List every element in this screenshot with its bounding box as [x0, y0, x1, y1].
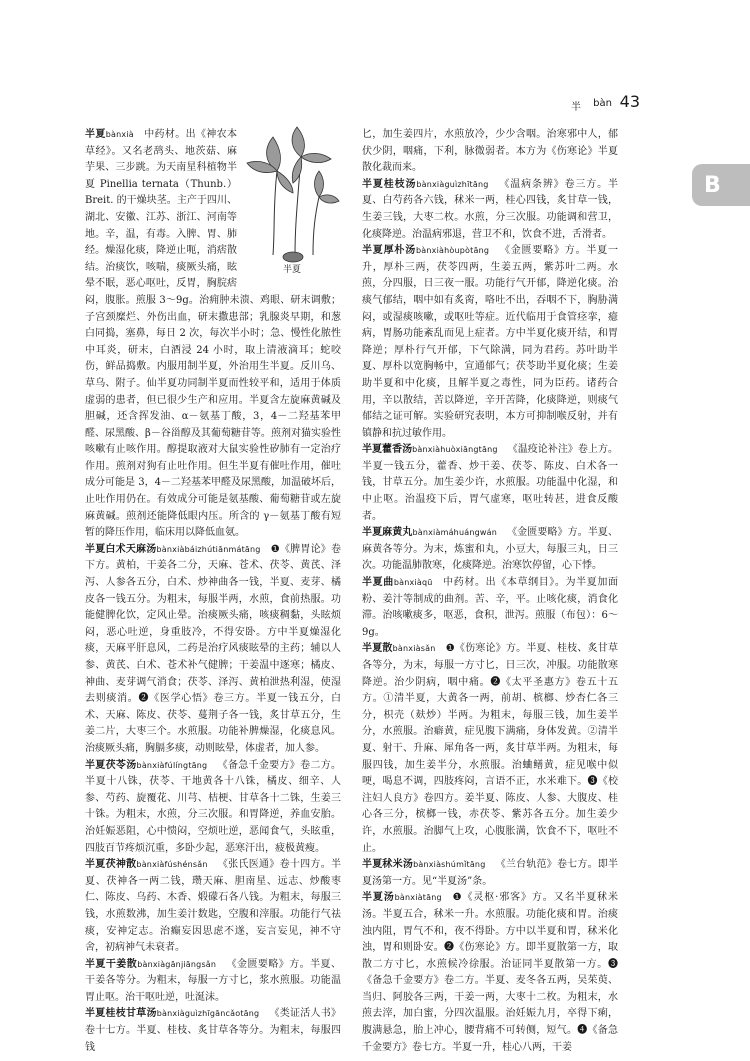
- entry-headword: 半夏茯苓汤: [85, 759, 137, 771]
- entry-text: ❶《灵枢·邪客》方。又名半夏秫米汤。半夏五合，秫米一升。水煎服。功能化痰和胃。治痰浊内阻，胃气不和，夜不得卧。方中以半夏和胃，秫米化浊，胃和则卧安。❷《伤寒论》方。即半夏散第一方，取散二方寸匕，水煎候冷徐服。治证同半夏散第一方。❸《备急千金要方》卷二方。半夏、麦冬各五两，吴茱萸、当归、阿胶各三两，干姜一两，大枣十二枚。为粗末，水煎去滓，加白蜜，分四次温服。治妊娠九月，卒得下痢，腹满悬急，胎上冲心，腰背痛不可转侧，短气。❹《备急千金要方》卷七方。半夏一升，桂心八两，干姜: [362, 892, 619, 1053]
- dictionary-entry: [362, 127, 618, 177]
- entry-headword: 半夏干姜散: [85, 958, 138, 970]
- entry-headword: 半夏桂枝甘草汤: [85, 1008, 157, 1020]
- entry-pinyin: bànxiàbáizhútiānmátāng: [156, 544, 261, 554]
- entry-pinyin: bànxiàqū: [393, 578, 433, 588]
- entry-pinyin: bànxiàfúshénsǎn: [136, 860, 208, 870]
- entry-headword: 半夏秫米汤: [362, 859, 414, 871]
- entry-pinyin: bànxiàhuòxiāngtāng: [412, 445, 498, 455]
- entry-text: 《温病条辨》卷三方。半夏、白芍药各六钱，秫米一两，桂心四钱，炙甘草一钱，生姜三钱，大枣二枚。水煎，分三次服。功能调和营卫，化痰降逆。治温病邪退，营卫不和，饮食不进，舌滑者。: [362, 178, 619, 240]
- entry-text: 《金匮要略》方。半夏、麻黄各等分。为末，炼蜜和丸，小豆大，每服三丸，日三次。功能温肺散寒，化痰降逆。治寒饮停留，心下悸。: [362, 527, 619, 572]
- right-column: [362, 127, 619, 1053]
- entry-text: 匕，加生姜四片，水煎放冷，少少含咽。治寒邪中人，郁伏少阴，咽痛，下利，脉微弱者。本方为《伤寒论》半夏散化裁而来。: [362, 129, 618, 174]
- page-number: 43: [619, 92, 640, 111]
- entry-text: 《张氏医通》卷十四方。半夏、茯神各一两二钱，瓒天麻、胆南星、远志、炒酸枣仁、陈皮、乌药、木香、煅礞石各八钱。为粗末，每服三钱，水煎数沸，加生姜汁数匙，空腹和滓服。功能行气祛痰，安神定志。治癫妄因思虑不遂，妄言妄见，神不守舍，初病神气未衰者。: [85, 859, 342, 954]
- entry-headword: 半夏麻黄丸: [362, 527, 413, 539]
- left-column: [85, 127, 342, 1053]
- entry-headword: 半夏厚朴汤: [362, 245, 417, 257]
- figure-caption: 半夏: [282, 265, 301, 275]
- entry-pinyin: bànxiàmáhuángwán: [412, 528, 497, 538]
- entry-text: 《兰台轨范》卷七方。即半夏汤第一方。见“半夏汤”条。: [362, 859, 619, 887]
- dictionary-entry: [362, 857, 618, 890]
- entry-pinyin: bànxiàhòupòtāng: [416, 246, 490, 256]
- entry-headword: 半夏茯神散: [85, 859, 137, 871]
- dictionary-entry: [85, 1006, 341, 1056]
- entry-pinyin: bànxiàguìzhītāng: [416, 179, 489, 189]
- entry-text: 《温疫论补注》卷上方。半夏一钱五分，藿香、炒干姜、茯苓、陈皮、白术各一钱，甘草五分。加生姜少许，水煎服。功能温中化湿，和中止呕。治温疫下后，胃气虚寒，呕吐转甚，进食反酸者。: [362, 444, 618, 522]
- entry-text: 《备急千金要方》卷二方。半夏十八铢，茯苓、干地黄各十八铢，橘皮、细辛、人参、芍药、旋覆花、川芎、桔梗、甘草各十二铢，生姜三十铢。为粗末，水煎，分三次服。和胃降逆，养血安胎。治妊娠恶阻，心中愦闷，空烦吐逆，恶闻食气，头眩重，四肢百节疼烦沉重，多卧少起，恶寒汗出，疲极黄瘦。: [85, 759, 342, 854]
- page-header: [0, 92, 750, 112]
- entry-headword: 半夏曲: [362, 577, 394, 589]
- entry-text: 中药材。出《神农本草经》。又名老鸹头、地茨菇、麻芋果、三步跳。为天南星科植物半夏 Pinellia ternata（Thunb.）Breit. 的干燥块茎。主产于四川、湖北、安徽、江苏、浙江、河南等地。辛，温，有毒。入脾、胃、肺经。燥湿化痰，降逆止呃，消痞散结。治痰饮，咳喘，痰厥头痛，眩晕不眠，恶心呕吐，反胃，胸脘痞闷，腹胀。煎服 3～9g。治痈肿未溃、鸡眼、研末调敷；子宫颈糜烂、外伤出血，研末撒患部；乳腺炎早期，和葱白同捣，塞鼻，每日 2 次，每次半小时；急、慢性化脓性中耳炎，研末，白酒浸 24 小时，取上清液滴耳；蛇咬伤，鲜品捣敷。内服用制半夏，外治用生半夏。反川乌、草乌、附子。仙半夏功同制半夏而性较平和，适用于体质虚弱的患者，但已很少生产和应用。半夏含左旋麻黄碱及胆碱，还含挥发油、α－氨基丁酸，3，4－二羟基苯甲醛、尿黑酸、β－谷甾醇及其葡萄糖苷等。煎剂对猫实验性咳嗽有止咳作用。醇提取液对大鼠实验性矽肺有一定治疗作用。煎剂对狗有止吐作用。但生半夏有催吐作用，催吐成分可能是 3，4－二羟基苯甲醛及尿黑酸，加温破坏后，止吐作用仍在。有效成分可能是氨基酸、葡萄糖苷或左旋麻黄碱。煎剂还能降低眼内压。所含的 γ－氨基丁酸有短暂的降压作用，临床用以降低血氨。: [85, 129, 341, 539]
- entry-text: 《类证活人书》卷十七方。半夏、桂枝、炙甘草各等分。为粗末，每服四钱: [85, 1008, 342, 1053]
- dictionary-entry: [362, 890, 618, 1056]
- dictionary-entry: [85, 758, 341, 858]
- entry-headword: 半夏汤: [362, 892, 395, 904]
- dictionary-entry: [362, 641, 618, 857]
- dictionary-entry: [362, 525, 618, 575]
- entry-pinyin: bànxiàtāng: [394, 893, 442, 903]
- dictionary-entry: [362, 442, 618, 525]
- right-entries: [362, 127, 618, 1056]
- entry-pinyin: bànxiàguìzhīgāncǎotāng: [156, 1009, 260, 1019]
- running-pinyin: bàn: [593, 98, 612, 109]
- entry-pinyin: bànxiàfúlíngtāng: [136, 760, 208, 770]
- entry-text: ❶《伤寒论》方。半夏、桂枝、炙甘草各等分，为末，每服一方寸匕，日三次，冲服。功能散寒降逆。治少阴病，咽中痛。❷《太平圣惠方》卷五十五方。①清半夏，大黄各一两，前胡、槟榔、炒杏仁各三分，枳壳（麸炒）半两。为粗末，每服三钱，加生姜半分，水煎服。治癖黄，症见腹下满痛，身体发黄。②清半夏、射干、升麻、犀角各一两，炙甘草半两。为粗末，每服四钱，加生姜半分，水煎服。治蛐鳝黄，症见喉中似哽，喝息不调，四肢疼闷，言语不正，水米难下。❸《校注妇人良方》卷四方。姜半夏、陈皮、人参、大腹皮、桂心各三分，槟榔一钱，赤茯苓、紫苏各五分。加生姜少许，水煎服。治脚气上攻，心腹胀满，饮食不下，呕吐不止。: [362, 643, 619, 854]
- entry-headword: 半夏白术天麻汤: [85, 543, 157, 555]
- entry-text: 《金匮要略》方。半夏、干姜各等分。为粗末，每服一方寸匕，浆水煎服。功能温胃止呕。治干呕吐逆，吐涎沫。: [85, 958, 341, 1003]
- running-headword: 半: [571, 102, 582, 113]
- dictionary-entry: [85, 957, 341, 1007]
- section-tab: B: [692, 164, 750, 206]
- entry-pinyin: bànxiàsǎn: [392, 644, 436, 654]
- entry-headword: 半夏桂枝汤: [362, 178, 417, 190]
- dictionary-entry: [362, 177, 618, 243]
- entry-text: 中药材。出《本草纲目》。为半夏加面粉、姜汁等制成的曲剂。苦、辛，平。止咳化痰，消食化滞。治咳嗽痰多，呕恶，食积，泄泻。煎服（布包）：6～9g。: [362, 577, 619, 638]
- dictionary-entry: [85, 857, 341, 957]
- pinellia-plant-icon: [243, 127, 341, 263]
- entry-headword: 半夏藿香汤: [362, 444, 413, 456]
- entry-headword: 半夏: [85, 129, 106, 140]
- entry-pinyin: bànxiàgānjiāngsǎn: [137, 959, 217, 969]
- entry-text: ❶《脾胃论》卷下方。黄柏，干姜各二分，天麻、苍术、茯苓、黄芪、泽泻、人参各五分，白术、炒神曲各一钱，半夏、麦芽、橘皮各一钱五分。为粗末，每服半两，水煎，食前热服。功能健脾化饮，定风止晕。治痰厥头痛，咳痰稠黏，头眩烦闷，恶心吐逆，身重肢冷，不得安卧。方中半夏燥湿化痰，天麻平肝息风，二药是治疗风痰眩晕的主药；辅以人参、黄芪、白术、苍术补气健脾；干姜温中逐寒；橘皮、神曲、麦芽调气消食；茯苓、泽泻、黄柏泄热利湿，使湿去则痰消。❷《医学心悟》卷三方。半夏一钱五分，白术、天麻、陈皮、茯苓、蔓荆子各一钱，炙甘草五分，生姜二片，大枣三个。水煎服。功能补脾燥湿，化痰息风。治痰厥头痛，胸膈多痰，动则眩晕，体虚者，加人参。: [85, 543, 342, 754]
- entry-text: 《金匮要略》方。半夏一升，厚朴三两，茯苓四两，生姜五两，紫苏叶二两。水煎，分四服，日三夜一服。功能行气开郁，降逆化痰。治痰气郁结，咽中如有炙脔，咯吐不出，吞咽不下，胸胁满闷，或湿痰咳嗽，或呕吐等症。近代临用于食管痉挛，癔病，胃肠功能紊乱而见上症者。方中半夏化痰开结，和胃降逆；厚朴行气开郁，下气除满，同为君药。苏叶助半夏、厚朴以宽胸畅中，宣通郁气；茯苓助半夏化痰；生姜助半夏和中化痰，且解半夏之毒性，同为臣药。诸药合用，辛以散结，苦以降逆，辛开苦降，化痰降逆，则痰气郁结之证可解。实验研究表明，本方可抑制喉反射，并有镇静和抗过敏作用。: [362, 245, 619, 439]
- dictionary-entry: [85, 542, 341, 758]
- pinellia-illustration: [243, 127, 341, 279]
- dictionary-entry: [362, 575, 618, 641]
- entry-pinyin: bànxià: [105, 130, 134, 139]
- entry-headword: 半夏散: [362, 643, 393, 655]
- entry-pinyin: bànxiàshúmǐtāng: [413, 860, 486, 870]
- dictionary-entry: [362, 243, 618, 442]
